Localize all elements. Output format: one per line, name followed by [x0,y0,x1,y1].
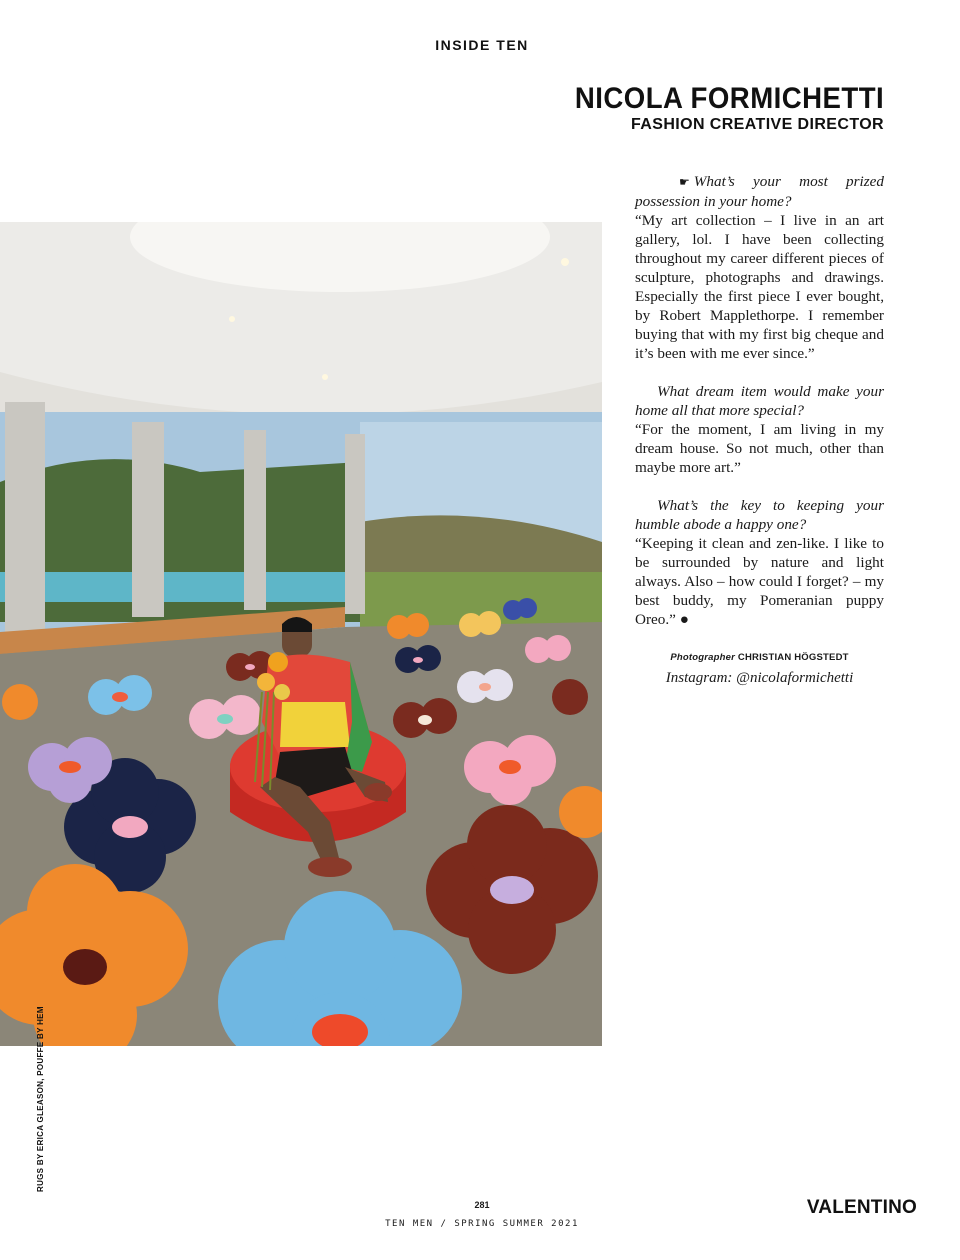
qa-item-3 [635,496,884,629]
page-title: NICOLA FORMICHETTI [574,82,884,115]
qa-item-2 [635,382,884,477]
portrait-photo [0,222,602,1046]
photo-credit [635,648,884,688]
question-2: What dream item would make your home all that more special? [635,383,884,419]
subtitle-role: FASHION CREATIVE DIRECTOR [631,116,884,133]
answer-2: “For the moment, I am living in my dream house. So not much, other than maybe more art.” [635,421,884,476]
interview-text [635,172,884,688]
answer-3: “Keeping it clean and zen-like. I like to be surrounded by nature and light always. Also – how could I forget? – my best buddy, my Pomeranian puppy Oreo.” ● [635,535,884,628]
qa-item-1 [635,172,884,363]
page-number: 281 [474,1200,490,1210]
magazine-issue: TEN MEN / SPRING SUMMER 2021 [385,1219,579,1229]
instagram-handle: Instagram: @nicolaformichetti [665,670,854,686]
photographer-credit: Photographer CHRISTIAN HÖGSTEDT [670,652,849,663]
pointing-hand-icon: ☛ [679,175,690,189]
question-1: ☛ What’s your most prized possession in your home? [635,173,884,210]
question-3: What’s the key to keeping your humble abode a happy one? [635,497,884,533]
answer-1: “My art collection – I live in an art gallery, lol. I have been collecting throughout my career different pieces of sculpture, photographs and drawings. Especially the first piece I ever bought, by Robert Mapplethorpe. I remember buying that with my first big cheque and it’s been with me ever since.” [635,212,884,362]
section-label: INSIDE TEN [435,37,529,53]
side-credit: RUGS BY ERICA GLEASON, POUFFE BY HEM [36,1006,45,1192]
brand-logo: VALENTINO [806,1197,917,1218]
